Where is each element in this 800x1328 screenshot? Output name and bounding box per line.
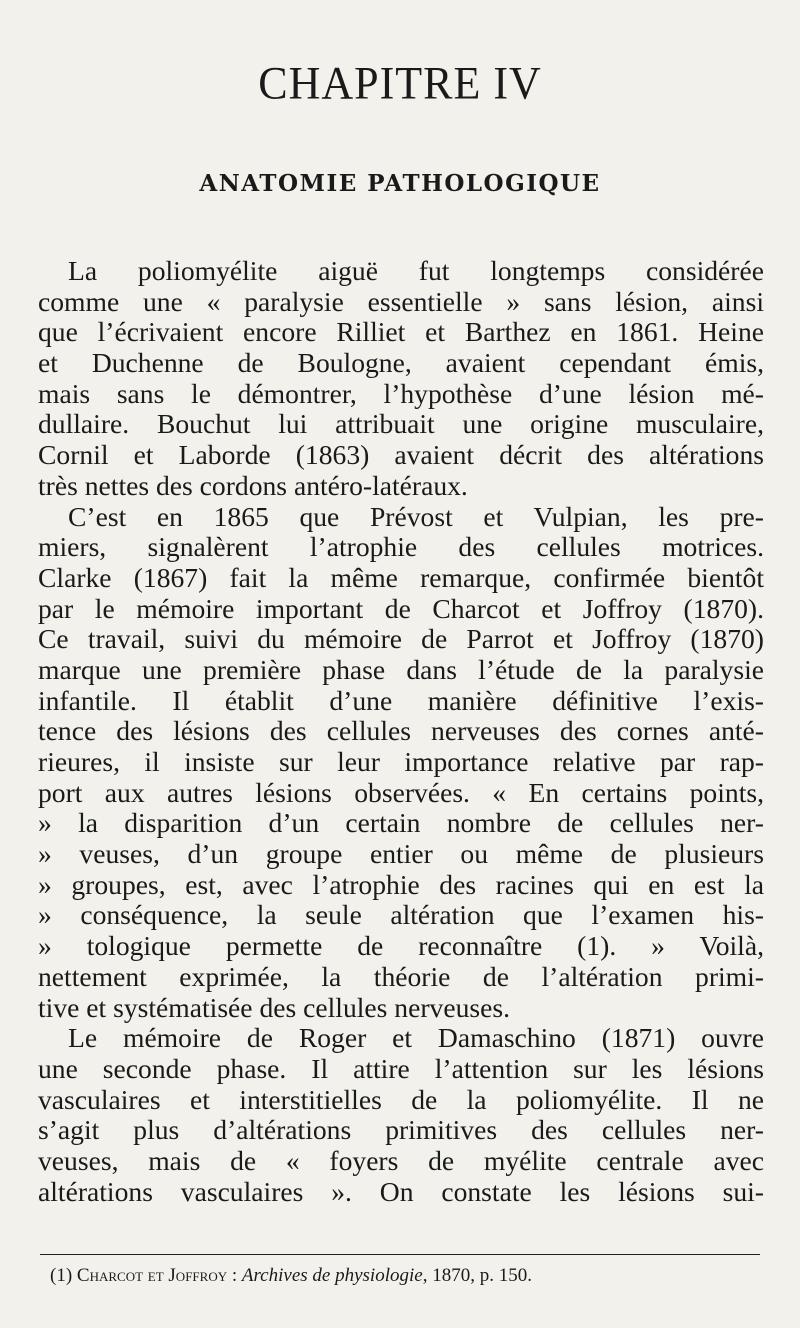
text-line: miers, signalèrent l’atrophie des cellules motrices. xyxy=(38,531,764,563)
footnote-divider xyxy=(40,1254,760,1255)
text-line: infantile. Il établit d’une manière définitive l’exis- xyxy=(38,684,764,716)
text-line: Ce travail, suivi du mémoire de Parrot et Joffroy (1870) xyxy=(38,623,764,655)
text-line: nettement exprimée, la théorie de l’altération primi- xyxy=(38,960,764,992)
footnote-details: , 1870, p. 150. xyxy=(422,1265,532,1286)
text-line: une seconde phase. Il attire l’attention sur les lésions xyxy=(38,1052,764,1084)
text-line: C’est en 1865 que Prévost et Vulpian, les pre- xyxy=(68,500,764,532)
text-line: comme une « paralysie essentielle » sans lésion, ainsi xyxy=(38,285,764,317)
footnote xyxy=(50,1265,532,1287)
text-line: rieures, il insiste sur leur importance relative par rap- xyxy=(38,746,764,777)
text-line: s’agit plus d’altérations primitives des cellules ner- xyxy=(38,1114,764,1146)
chapter-title: CHAPITRE IV xyxy=(258,57,542,110)
footnote-marker: (1) xyxy=(50,1265,73,1286)
text-line: » la disparition d’un certain nombre de cellules ner- xyxy=(38,807,764,839)
text-line: dullaire. Bouchut lui attribuait une origine musculaire, xyxy=(38,408,764,440)
text-line: veuses, mais de « foyers de myélite centrale avec xyxy=(38,1144,764,1176)
text-line: » tologique permette de reconnaître (1). » Voilà, xyxy=(38,930,764,962)
text-line: très nettes des cordons antéro-latéraux. xyxy=(38,469,468,501)
text-line: Clarke (1867) fait la même remarque, confirmée bientôt xyxy=(38,561,764,593)
text-line: port aux autres lésions observées. « En certains points, xyxy=(38,776,764,808)
text-line: » groupes, est, avec l’atrophie des racines qui en est la xyxy=(38,868,764,900)
footnote-journal: Archives de physiologie xyxy=(241,1265,423,1286)
body-text xyxy=(38,256,764,1207)
text-line: et Duchenne de Boulogne, avaient cependant émis, xyxy=(38,347,764,379)
text-line: tence des lésions des cellules nerveuses des cornes anté- xyxy=(38,715,764,747)
text-line: La poliomyélite aiguë fut longtemps considérée xyxy=(68,255,764,286)
text-line: Le mémoire de Roger et Damaschino (1871) ouvre xyxy=(68,1022,764,1054)
text-line: altérations vasculaires ». On constate les lésions sui- xyxy=(38,1175,764,1207)
text-line: » conséquence, la seule altération que l’examen his- xyxy=(38,899,764,931)
text-line: marque une première phase dans l’étude de la paralysie xyxy=(38,653,764,685)
text-line: mais sans le démontrer, l’hypothèse d’une lésion mé- xyxy=(38,377,764,409)
text-line: par le mémoire important de Charcot et Joffroy (1870). xyxy=(38,592,764,624)
text-line: tive et systématisée des cellules nerveuses. xyxy=(38,991,511,1023)
text-line: vasculaires et interstitielles de la poliomyélite. Il ne xyxy=(38,1083,764,1115)
text-line: » veuses, d’un groupe entier ou même de plusieurs xyxy=(38,838,764,870)
text-line: Cornil et Laborde (1863) avaient décrit des altérations xyxy=(38,439,764,471)
section-title: ANATOMIE PATHOLOGIQUE xyxy=(199,170,601,197)
text-line: que l’écrivaient encore Rilliet et Barthez en 1861. Heine xyxy=(38,316,764,348)
footnote-separator: : xyxy=(231,1265,238,1286)
footnote-authors: Charcot et Joffroy xyxy=(76,1265,228,1286)
